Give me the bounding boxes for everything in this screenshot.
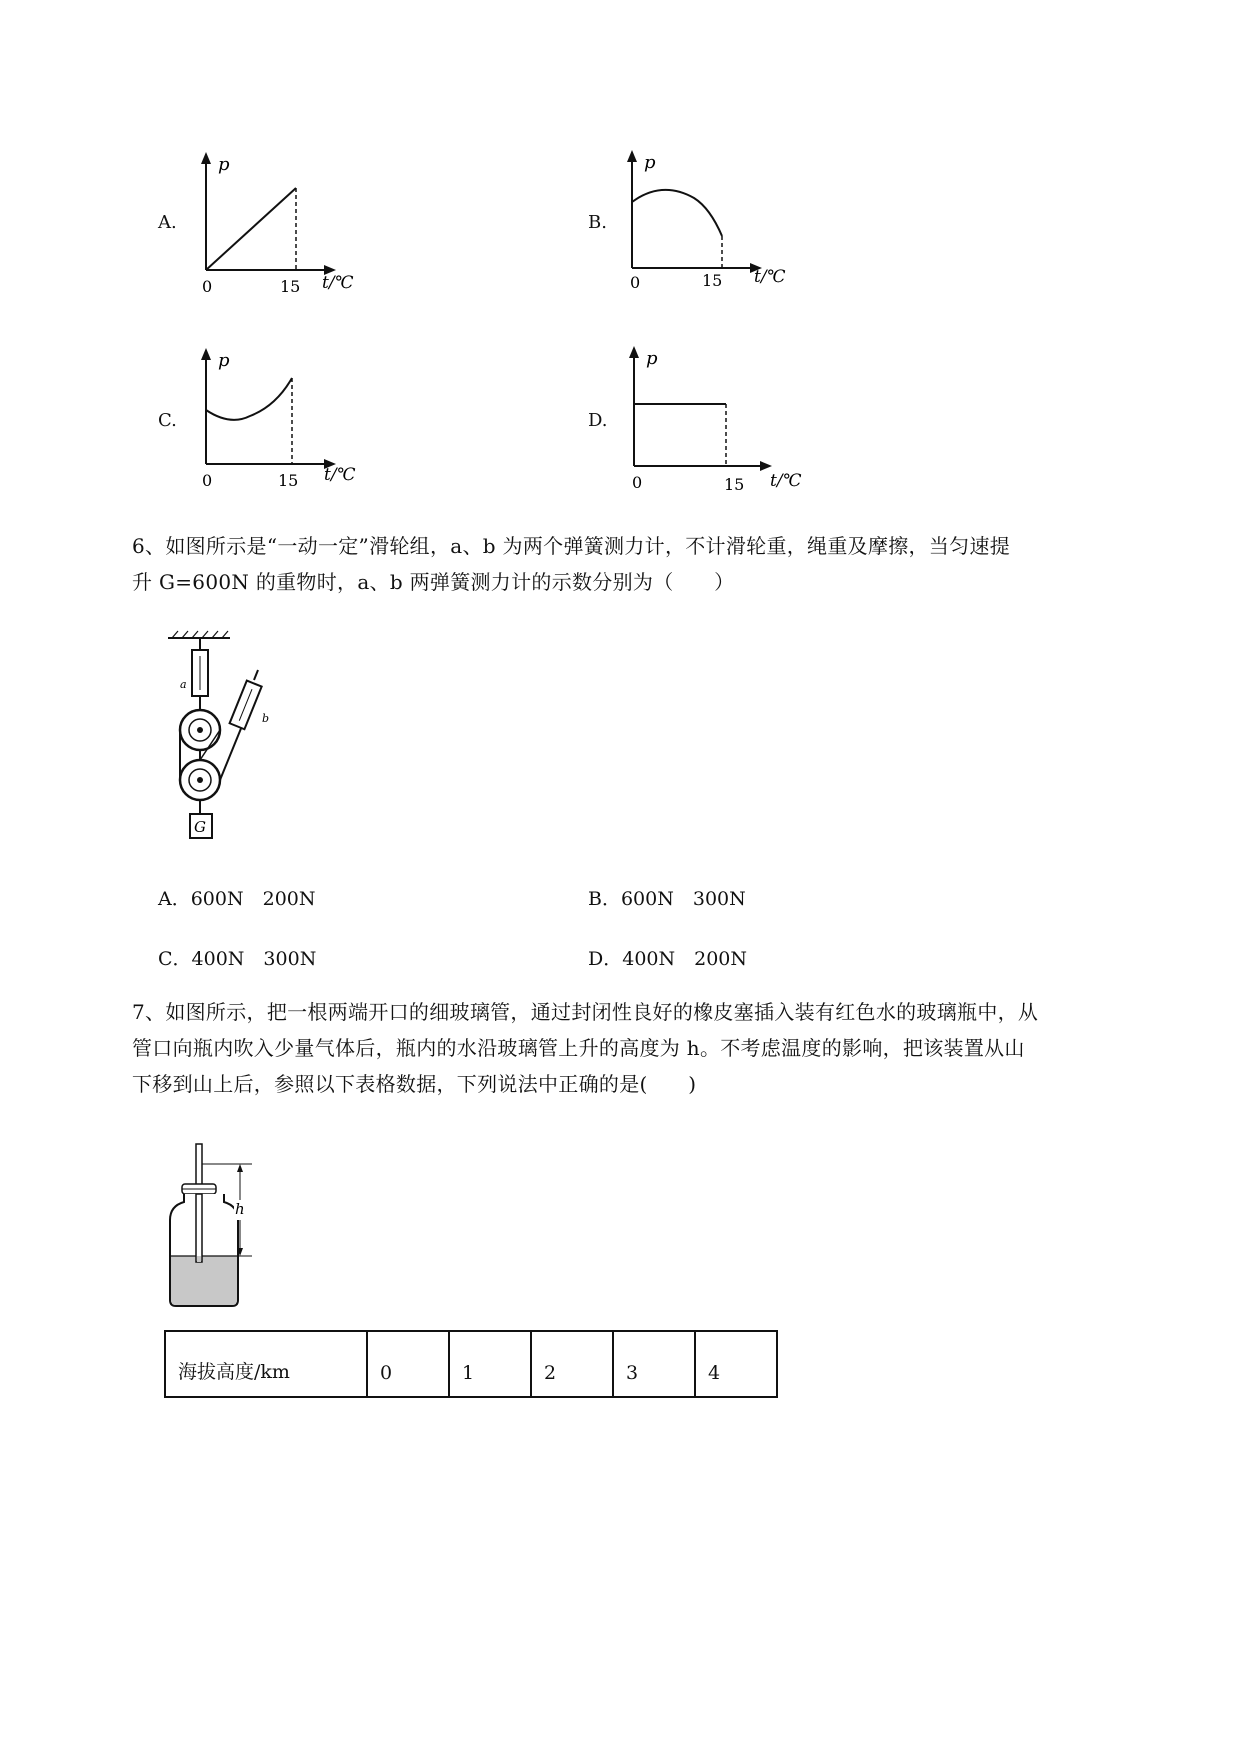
graph-a-tick: 15 [280,277,301,296]
graph-d-label: D. [588,410,608,431]
table-cell: 4 [695,1331,777,1397]
table-cell: 2 [531,1331,613,1397]
graph-c-ylabel: p [218,350,230,371]
scale-b-label: b [262,712,270,725]
table-cell: 0 [367,1331,449,1397]
graph-b-curve [632,190,722,236]
question-7-text [132,994,1132,1102]
altitude-table [164,1330,778,1398]
graph-b-ylabel: p [644,152,656,173]
question-6-line-1: 6、如图所示是“一动一定”滑轮组，a、b 为两个弹簧测力计，不计滑轮重，绳重及摩擦，当匀速提 [132,534,1011,558]
graph-c-xlabel: t/℃ [324,465,356,485]
graph-b-origin: 0 [630,273,641,292]
q6-option-d: D．400N 200N [588,948,748,970]
graph-a [188,148,368,300]
graph-a-xlabel: t/℃ [322,273,354,293]
graph-b-xlabel: t/℃ [754,267,786,287]
pulley-figure [150,618,290,848]
graph-d-xlabel: t/℃ [770,471,802,491]
graph-c-label: C. [158,410,177,431]
table-cell: 1 [449,1331,531,1397]
question-7-line-3: 下移到山上后，参照以下表格数据，下列说法中正确的是( ) [132,1072,697,1096]
q6-option-a: A．600N 200N [158,888,316,910]
graph-b-tick: 15 [702,271,723,290]
graph-b-label: B. [588,212,607,233]
q6-option-b: B．600N 300N [588,888,746,910]
graph-a-origin: 0 [202,277,213,296]
graph-c-tick: 15 [278,471,299,490]
question-7-line-2: 管口向瓶内吹入少量气体后，瓶内的水沿玻璃管上升的高度为 h。不考虑温度的影响，把该装置从山 [132,1036,1025,1060]
graph-d-origin: 0 [632,473,643,492]
graph-d [614,340,814,498]
bottle-figure [160,1140,280,1312]
graph-b [614,146,794,298]
table-header-cell: 海拔高度/km [165,1331,367,1397]
weight-label: G [194,818,206,836]
scale-a-label: a [180,678,187,691]
graph-d-tick: 15 [724,475,745,494]
question-6-text [132,528,1132,600]
graph-d-ylabel: p [646,348,658,369]
question-6-line-2: 升 G=600N 的重物时，a、b 两弹簧测力计的示数分别为（ ） [132,570,735,594]
graph-a-curve [206,188,296,270]
graph-c-origin: 0 [202,471,213,490]
graph-a-ylabel: p [218,154,230,175]
table-row [165,1331,777,1397]
q6-option-c: C．400N 300N [158,948,317,970]
graph-c [188,344,368,496]
height-h-label: h [235,1200,245,1218]
question-7-line-1: 7、如图所示，把一根两端开口的细玻璃管，通过封闭性良好的橡皮塞插入装有红色水的玻璃瓶中，从 [132,1000,1039,1024]
graph-a-label: A. [158,212,177,233]
table-cell: 3 [613,1331,695,1397]
graph-c-curve [206,378,292,420]
